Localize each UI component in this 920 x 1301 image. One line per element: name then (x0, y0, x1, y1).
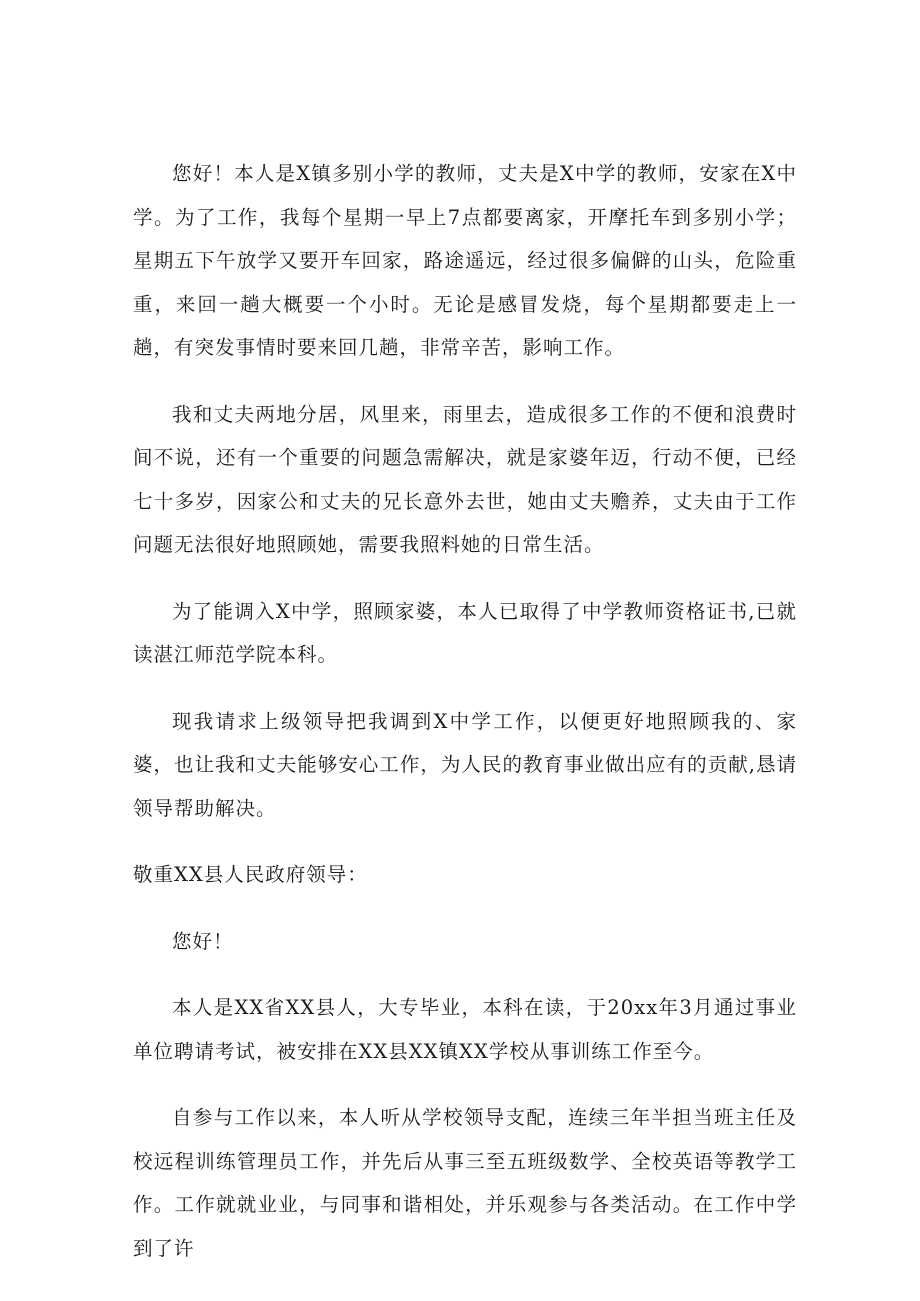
paragraph-work-history: 自参与工作以来，本人听从学校领导支配，连续三年半担当班主任及校远程训练管理员工作，并先后从事三至五班级数学、全校英语等教学工作。工作就就业业，与同事和谐相处，并乐观参与各类活动。在工作中学到了许 (133, 1106, 797, 1260)
salutation: 敬重XX县人民政府领导： (133, 863, 368, 886)
paragraph-self-introduction: 本人是XX省XX县人，大专毕业，本科在读，于20xx年3月通过事业单位聘请考试，被安排在XX县XX镇XX学校从事训练工作至今。 (133, 996, 797, 1063)
paragraph-qualifications: 为了能调入X中学，照顾家婆，本人已取得了中学教师资格证书,已就读湛江师范学院本科。 (133, 599, 797, 666)
document-body (133, 152, 797, 1293)
greeting: 您好！ (172, 929, 234, 953)
paragraph-request: 现我请求上级领导把我调到X中学工作，以便更好地照顾我的、家婆，也让我和丈夫能够安心工作，为人民的教育事业做出应有的贡献,恳请领导帮助解决。 (133, 709, 797, 820)
paragraph-family-situation: 我和丈夫两地分居，风里来，雨里去，造成很多工作的不便和浪费时间不说，还有一个重要的问题急需解决，就是家婆年迈，行动不便，已经七十多岁，因家公和丈夫的兄长意外去世，她由丈夫赡养，丈夫由于工作问题无法很好地照顾她，需要我照料她的日常生活。 (133, 402, 797, 556)
paragraph-greeting-intro: 您好！本人是X镇多别小学的教师，丈夫是X中学的教师，安家在X中学。为了工作，我每个星期一早上7点都要离家，开摩托车到多别小学；星期五下午放学又要开车回家，路途遥远，经过很多偏僻的山头，危险重重，来回一趟大概要一个小时。无论是感冒发烧，每个星期都要走上一趟，有突发事情时要来回几趟，非常辛苦，影响工作。 (133, 162, 797, 359)
